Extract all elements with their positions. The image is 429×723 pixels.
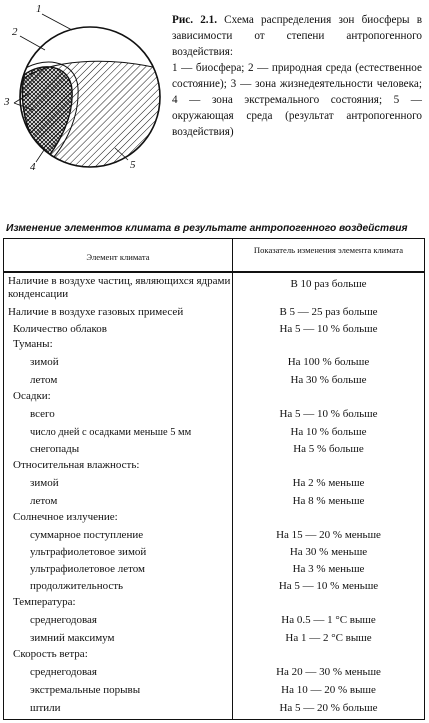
row-value: В 5 — 25 раз больше bbox=[279, 306, 378, 318]
row-value: На 15 — 20 % меньше bbox=[276, 529, 381, 541]
row-label: Количество облаков bbox=[13, 323, 107, 335]
row-label: ультрафиолетовое зимой bbox=[30, 546, 147, 558]
row-label: Осадки: bbox=[13, 390, 51, 402]
figure-caption bbox=[172, 12, 422, 140]
header-divider bbox=[4, 271, 424, 273]
header-element: Элемент климата bbox=[86, 252, 150, 262]
table-row bbox=[4, 274, 424, 302]
row-value: На 10 % больше bbox=[290, 426, 367, 438]
table-row bbox=[4, 683, 424, 698]
row-label: Скорость ветра: bbox=[13, 648, 88, 660]
caption-text: Схема распределения зон биосферы в зависимости от степени антропогенного воздействия: bbox=[172, 14, 423, 58]
row-label: летом bbox=[30, 495, 58, 507]
row-label: продолжительность bbox=[30, 580, 124, 592]
table-row bbox=[4, 389, 424, 404]
row-label: число дней с осадками меньше 5 мм bbox=[30, 427, 192, 438]
table-row bbox=[4, 337, 424, 352]
table-row bbox=[4, 373, 424, 388]
row-value: На 10 — 20 % выше bbox=[281, 684, 376, 696]
table-row bbox=[4, 528, 424, 543]
table-row bbox=[4, 425, 424, 440]
table-title: Изменение элементов климата в результате антропогенного воздействия bbox=[6, 223, 408, 234]
row-label: зимний максимум bbox=[30, 632, 115, 644]
table-row bbox=[4, 442, 424, 457]
biosphere-zones-svg bbox=[0, 0, 170, 195]
label-5: 5 bbox=[130, 159, 136, 171]
row-label: Наличие в воздухе газовых примесей bbox=[8, 306, 184, 318]
caption-legend: 1 — биосфера; 2 — природная среда (естественное состояние); 3 — зона жизнедеятельности человека; 4 — зона экстремального состояния; 5 — окружающая среда (результат антропогенного воздействия) bbox=[172, 62, 422, 138]
table-row bbox=[4, 613, 424, 628]
row-label: среднегодовая bbox=[30, 666, 97, 678]
row-value: На 30 % больше bbox=[290, 374, 367, 386]
row-value: На 5 % больше bbox=[293, 443, 364, 455]
row-label: Наличие в воздухе частиц, являющихся ядрами конденсации bbox=[8, 275, 231, 300]
row-label: Относительная влажность: bbox=[13, 459, 140, 471]
row-label: Температура: bbox=[13, 596, 76, 608]
row-value: На 30 % меньше bbox=[289, 546, 368, 558]
row-label: всего bbox=[30, 408, 55, 420]
biosphere-diagram bbox=[0, 0, 170, 195]
row-label: Туманы: bbox=[13, 338, 53, 350]
row-value: В 10 раз больше bbox=[290, 278, 367, 290]
label-3: 3 bbox=[4, 96, 10, 108]
row-value: На 5 — 10 % больше bbox=[279, 323, 378, 335]
table-row bbox=[4, 562, 424, 577]
row-label: среднегодовая bbox=[30, 614, 97, 626]
row-value: На 2 % меньше bbox=[292, 477, 365, 489]
table-row bbox=[4, 647, 424, 662]
caption-title: Рис. 2.1. bbox=[172, 14, 217, 26]
table-row bbox=[4, 631, 424, 646]
row-value: На 1 — 2 °С выше bbox=[285, 632, 372, 644]
table-row bbox=[4, 407, 424, 422]
table-row bbox=[4, 476, 424, 491]
row-label: экстремальные порывы bbox=[30, 684, 141, 696]
table-row bbox=[4, 701, 424, 716]
label-4: 4 bbox=[30, 161, 36, 173]
row-label: штили bbox=[30, 702, 61, 714]
table-row bbox=[4, 510, 424, 525]
row-label: снегопады bbox=[30, 443, 80, 455]
row-value: На 5 — 20 % больше bbox=[279, 702, 378, 714]
row-label: ультрафиолетовое летом bbox=[30, 563, 146, 575]
row-label: зимой bbox=[30, 356, 59, 368]
label-2: 2 bbox=[12, 26, 18, 38]
row-value: На 100 % больше bbox=[287, 356, 370, 368]
row-label: суммарное поступление bbox=[30, 529, 144, 541]
row-value: На 8 % меньше bbox=[292, 495, 365, 507]
table-row bbox=[4, 458, 424, 473]
label-1: 1 bbox=[36, 3, 42, 15]
row-value: На 0.5 — 1 °С выше bbox=[281, 614, 376, 626]
table-row bbox=[4, 595, 424, 610]
row-value: На 3 % меньше bbox=[292, 563, 365, 575]
table-row bbox=[4, 355, 424, 370]
row-label: зимой bbox=[30, 477, 59, 489]
row-value: На 20 — 30 % меньше bbox=[276, 666, 381, 678]
table-row bbox=[4, 494, 424, 509]
row-label: Солнечное излучение: bbox=[13, 511, 118, 523]
header-indicator: Показатель изменения элемента климата bbox=[253, 245, 404, 255]
table-row bbox=[4, 665, 424, 680]
row-label: летом bbox=[30, 374, 58, 386]
table-row bbox=[4, 579, 424, 594]
table-row bbox=[4, 322, 424, 337]
climate-table bbox=[3, 238, 425, 720]
table-row bbox=[4, 545, 424, 560]
row-value: На 5 — 10 % больше bbox=[279, 408, 378, 420]
table-row bbox=[4, 305, 424, 320]
row-value: На 5 — 10 % меньше bbox=[278, 580, 379, 592]
